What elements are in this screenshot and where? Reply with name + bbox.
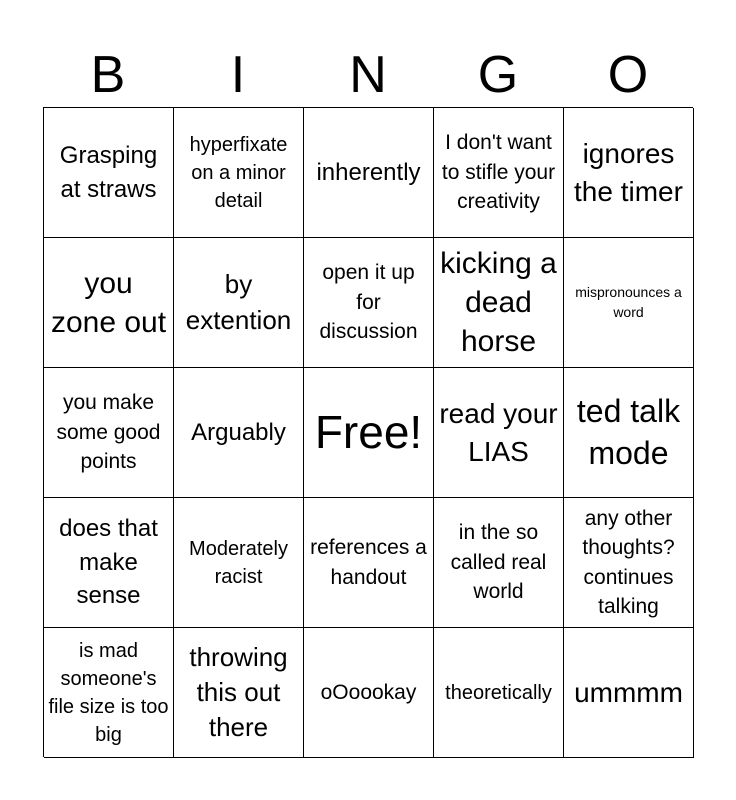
bingo-header: [43, 44, 693, 106]
cell-label: does that make sense: [59, 515, 158, 610]
bingo-cell[interactable]: [434, 628, 564, 758]
cell-label: references a handout: [310, 536, 427, 589]
bingo-cell[interactable]: [44, 108, 174, 238]
cell-label: throwing this out there: [189, 641, 288, 743]
cell-label: inherently: [316, 158, 421, 186]
bingo-cell[interactable]: [304, 628, 434, 758]
bingo-cell[interactable]: [174, 108, 304, 238]
bingo-cell[interactable]: [564, 628, 694, 758]
header-letter-i: I: [230, 46, 246, 104]
cell-label: read your LIAS: [439, 397, 558, 467]
bingo-cell[interactable]: [44, 238, 174, 368]
cell-label: I don't want to stifle your creativity: [441, 131, 556, 214]
cell-label: you make some good points: [56, 391, 161, 474]
bingo-cell[interactable]: [434, 498, 564, 628]
cell-label: Moderately racist: [189, 537, 288, 588]
bingo-cell[interactable]: [434, 238, 564, 368]
bingo-cell[interactable]: [174, 238, 304, 368]
bingo-cell[interactable]: [564, 368, 694, 498]
header-letter-b: B: [90, 46, 126, 104]
bingo-cell[interactable]: [174, 368, 304, 498]
bingo-cell[interactable]: [44, 628, 174, 758]
cell-label: hyperfixate on a minor detail: [189, 133, 288, 212]
cell-label: ummmm: [574, 676, 683, 708]
bingo-cell[interactable]: [304, 498, 434, 628]
bingo-cell[interactable]: [304, 238, 434, 368]
bingo-cell[interactable]: [564, 108, 694, 238]
free-space-cell[interactable]: [304, 368, 434, 498]
header-letter-o: O: [607, 46, 649, 104]
bingo-cell[interactable]: [174, 498, 304, 628]
bingo-cell[interactable]: [434, 108, 564, 238]
cell-label: Free!: [314, 405, 423, 458]
bingo-cell[interactable]: [44, 368, 174, 498]
bingo-cell[interactable]: [44, 498, 174, 628]
cell-label: you zone out: [50, 266, 167, 339]
bingo-board: [43, 107, 693, 757]
cell-label: kicking a dead horse: [440, 247, 557, 358]
cell-label: in the so called real world: [450, 521, 547, 604]
cell-label: by extention: [185, 269, 292, 335]
cell-label: oOoookay: [320, 680, 417, 704]
cell-label: ignores the timer: [574, 137, 683, 207]
cell-label: ted talk mode: [576, 392, 681, 471]
cell-label: mispronounces a word: [575, 283, 682, 320]
bingo-cell[interactable]: [564, 498, 694, 628]
cell-label: any other thoughts? continues talking: [582, 506, 675, 618]
cell-label: open it up for discussion: [319, 261, 418, 344]
header-letter-n: N: [349, 46, 387, 104]
bingo-cell[interactable]: [434, 368, 564, 498]
cell-label: theoretically: [445, 681, 552, 704]
bingo-cell[interactable]: [174, 628, 304, 758]
bingo-cell[interactable]: [564, 238, 694, 368]
header-letter-g: G: [477, 46, 519, 104]
cell-label: Arguably: [191, 418, 286, 446]
cell-label: is mad someone's file size is too big: [48, 639, 169, 746]
bingo-cell[interactable]: [304, 108, 434, 238]
cell-label: Grasping at straws: [59, 141, 158, 203]
